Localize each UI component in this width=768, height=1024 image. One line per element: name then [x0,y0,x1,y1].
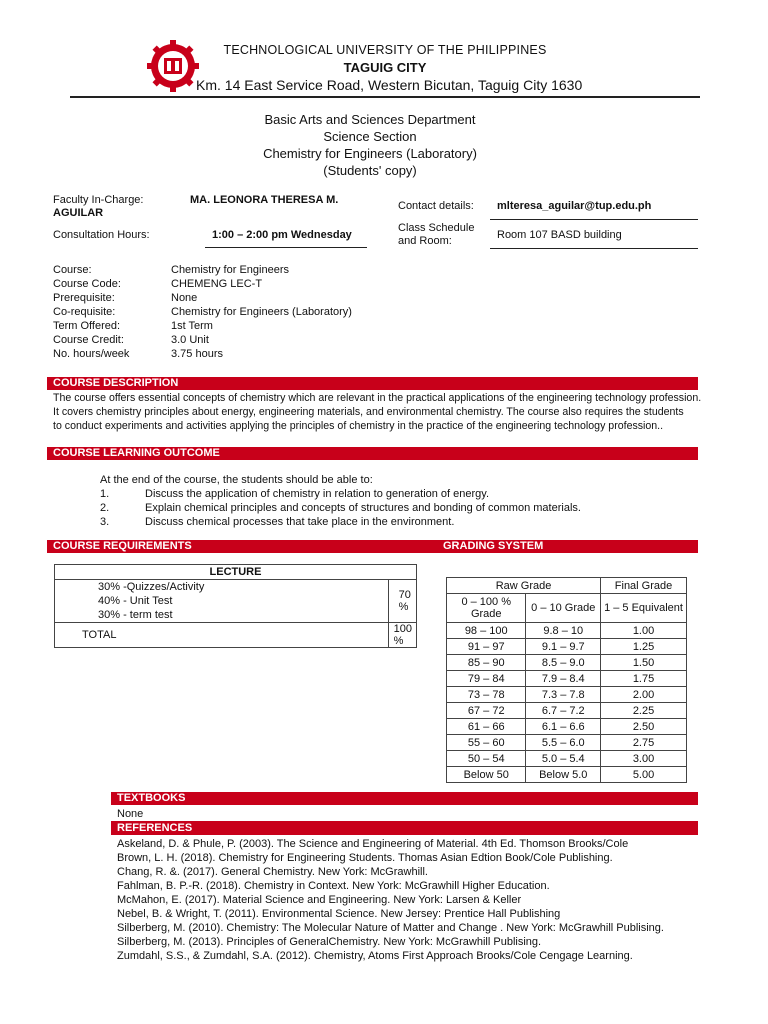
grade-percent: Below 50 [447,767,526,783]
prerequisite-label: Prerequisite: [53,292,115,304]
grade-equivalent: 2.50 [601,719,687,735]
grade-equivalent: 1.50 [601,655,687,671]
faculty-name-line2: AGUILAR [53,207,104,219]
consultation-underline [205,247,367,248]
consultation-label: Consultation Hours: [53,229,150,241]
grade-equivalent: 1.00 [601,623,687,639]
grade-ten: 7.3 – 7.8 [526,687,601,703]
list-item: Fahlman, B. P.-R. (2018). Chemistry in Context. New York: McGrawhill Higher Education. [117,880,550,892]
list-item: Nebel, B. & Wright, T. (2011). Environmental Science. New Jersey: Prentice Hall Publishing [117,908,561,920]
table-row [447,751,687,767]
course-value: Chemistry for Engineers [171,264,289,276]
contact-label: Contact details: [398,200,474,212]
header-divider [70,96,700,98]
references-heading: REFERENCES [111,821,698,835]
lecture-subtotal: 70 % [388,580,416,623]
university-name: TECHNOLOGICAL UNIVERSITY OF THE PHILIPPINES [223,43,547,57]
grade-ten: 8.5 – 9.0 [526,655,601,671]
percent-grade-header-line1: 0 – 100 % [461,596,511,608]
term-value: 1st Term [171,320,213,332]
raw-grade-header: Raw Grade [447,578,601,594]
table-row [447,767,687,783]
grade-equivalent: 2.00 [601,687,687,703]
table-row [447,735,687,751]
outcome-num-3: 3. [100,516,110,528]
contact-value: mlteresa_aguilar@tup.edu.ph [497,200,652,212]
lecture-components [55,580,389,623]
university-seal-logo [147,40,199,92]
list-item: Silberberg, M. (2013). Principles of GeneralChemistry. New York: McGrawhill Publising. [117,936,542,948]
grading-system-table [446,577,687,783]
corequisite-value: Chemistry for Engineers (Laboratory) [171,306,352,318]
textbooks-heading: TEXTBOOKS [111,792,698,805]
quizzes-item: 30% -Quizzes/Activity [98,581,205,593]
department-title: Basic Arts and Sciences Department [264,112,476,127]
grading-heading-label: GRADING SYSTEM [443,540,544,552]
grade-ten: 6.7 – 7.2 [526,703,601,719]
grade-percent: 55 – 60 [447,735,526,751]
grade-equivalent: 5.00 [601,767,687,783]
outcome-item-2: Explain chemical principles and concepts of structures and bonding of common materials. [145,502,581,514]
corequisite-label: Co-requisite: [53,306,116,318]
references-list [117,837,664,963]
outcome-num-1: 1. [100,488,110,500]
lecture-requirements-table [54,564,417,648]
total-value: 100 % [388,623,416,648]
university-address: Km. 14 East Service Road, Western Bicutan, Taguig City 1630 [196,77,583,93]
schedule-underline [490,248,698,249]
grade-ten: 6.1 – 6.6 [526,719,601,735]
textbooks-value: None [117,808,144,820]
faculty-label: Faculty In-Charge: [53,194,144,206]
requirements-heading-label: COURSE REQUIREMENTS [53,540,192,552]
table-row [447,687,687,703]
term-test-item: 30% - term test [98,609,173,621]
grade-percent: 79 – 84 [447,671,526,687]
grade-percent: 67 – 72 [447,703,526,719]
outcome-num-2: 2. [100,502,110,514]
final-grade-header: Final Grade [601,578,687,594]
hours-label: No. hours/week [53,348,130,360]
percent-grade-header [447,594,526,623]
grade-percent: 73 – 78 [447,687,526,703]
unit-test-item: 40% - Unit Test [98,595,173,607]
grade-ten: 5.5 – 6.0 [526,735,601,751]
course-code-value: CHEMENG LEC-T [171,278,263,290]
consultation-value: 1:00 – 2:00 pm Wednesday [212,229,352,241]
list-item: Chang, R. &. (2017). General Chemistry. New York: McGrawhill. [117,866,428,878]
table-row [447,703,687,719]
term-label: Term Offered: [53,320,121,332]
course-label: Course: [53,264,92,276]
credit-value: 3.0 Unit [171,334,209,346]
grade-ten: 9.1 – 9.7 [526,639,601,655]
section-title: Science Section [323,129,417,144]
grade-equivalent: 2.75 [601,735,687,751]
schedule-value: Room 107 BASD building [497,229,622,241]
table-row [55,565,417,580]
course-requirements-heading [47,540,698,553]
description-line1: The course offers essential concepts of chemistry which are relevant in the practical applications of the engineering technology profession. [53,392,702,404]
table-row [55,580,417,623]
description-line3: to conduct experiments and activities applying the principles of chemistry in the practice of the engineering technology profession.. [53,420,664,432]
description-line2: It covers chemistry principles about energy, engineering materials, and environmental chemistry. The course also requires the students [53,406,684,418]
learning-outcome-heading: COURSE LEARNING OUTCOME [47,447,698,460]
table-row [447,719,687,735]
outcome-item-3: Discuss chemical processes that take place in the environment. [145,516,455,528]
list-item: McMahon, E. (2017). Material Science and Engineering. New York: Larsen & Keller [117,894,522,906]
table-row [447,671,687,687]
table-row [55,623,417,648]
list-item: Zumdahl, S.S., & Zumdahl, S.A. (2012). Chemistry, Atoms First Approach Brooks/Cole Cengage Learning. [117,950,633,962]
course-code-label: Course Code: [53,278,121,290]
table-row [447,578,687,594]
grade-ten: 5.0 – 5.4 [526,751,601,767]
grade-ten: 9.8 – 10 [526,623,601,639]
course-description-heading: COURSE DESCRIPTION [47,377,698,390]
total-label: TOTAL [55,623,389,648]
grade-equivalent: 1.25 [601,639,687,655]
credit-label: Course Credit: [53,334,124,346]
grade-percent: 61 – 66 [447,719,526,735]
grade-percent: 85 – 90 [447,655,526,671]
grade-equivalent: 1.75 [601,671,687,687]
equivalent-header: 1 – 5 Equivalent [601,594,687,623]
grade-ten: 7.9 – 8.4 [526,671,601,687]
list-item: Brown, L. H. (2018). Chemistry for Engineering Students. Thomas Asian Edtion Book/Cole Publishing. [117,852,613,864]
hours-value: 3.75 hours [171,348,223,360]
list-item: Askeland, D. & Phule, P. (2003). The Science and Engineering of Material. 4th Ed. Thomson Brooks/Cole [117,838,629,850]
list-item: Silberberg, M. (2010). Chemistry: The Molecular Nature of Matter and Change . New York: McGrawhill Publising. [117,922,664,934]
table-row [447,594,687,623]
grade-percent: 91 – 97 [447,639,526,655]
outcome-item-1: Discuss the application of chemistry in relation to generation of energy. [145,488,490,500]
campus-name: TAGUIG CITY [343,60,427,75]
grade-percent: 98 – 100 [447,623,526,639]
schedule-label-line2: and Room: [398,235,452,247]
faculty-name-line1: MA. LEONORA THERESA M. [190,194,339,206]
ten-grade-header: 0 – 10 Grade [526,594,601,623]
contact-underline [490,219,698,220]
grade-equivalent: 3.00 [601,751,687,767]
course-title: Chemistry for Engineers (Laboratory) [263,146,477,161]
table-row [447,655,687,671]
grade-equivalent: 2.25 [601,703,687,719]
grade-percent: 50 – 54 [447,751,526,767]
outcome-intro: At the end of the course, the students should be able to: [100,474,373,486]
percent-grade-header-line2: Grade [470,608,502,620]
prerequisite-value: None [171,292,198,304]
copy-label: (Students' copy) [323,163,417,178]
grade-ten: Below 5.0 [526,767,601,783]
table-row [447,639,687,655]
table-row [447,623,687,639]
schedule-label-line1: Class Schedule [398,222,475,234]
lecture-title: LECTURE [55,565,417,580]
